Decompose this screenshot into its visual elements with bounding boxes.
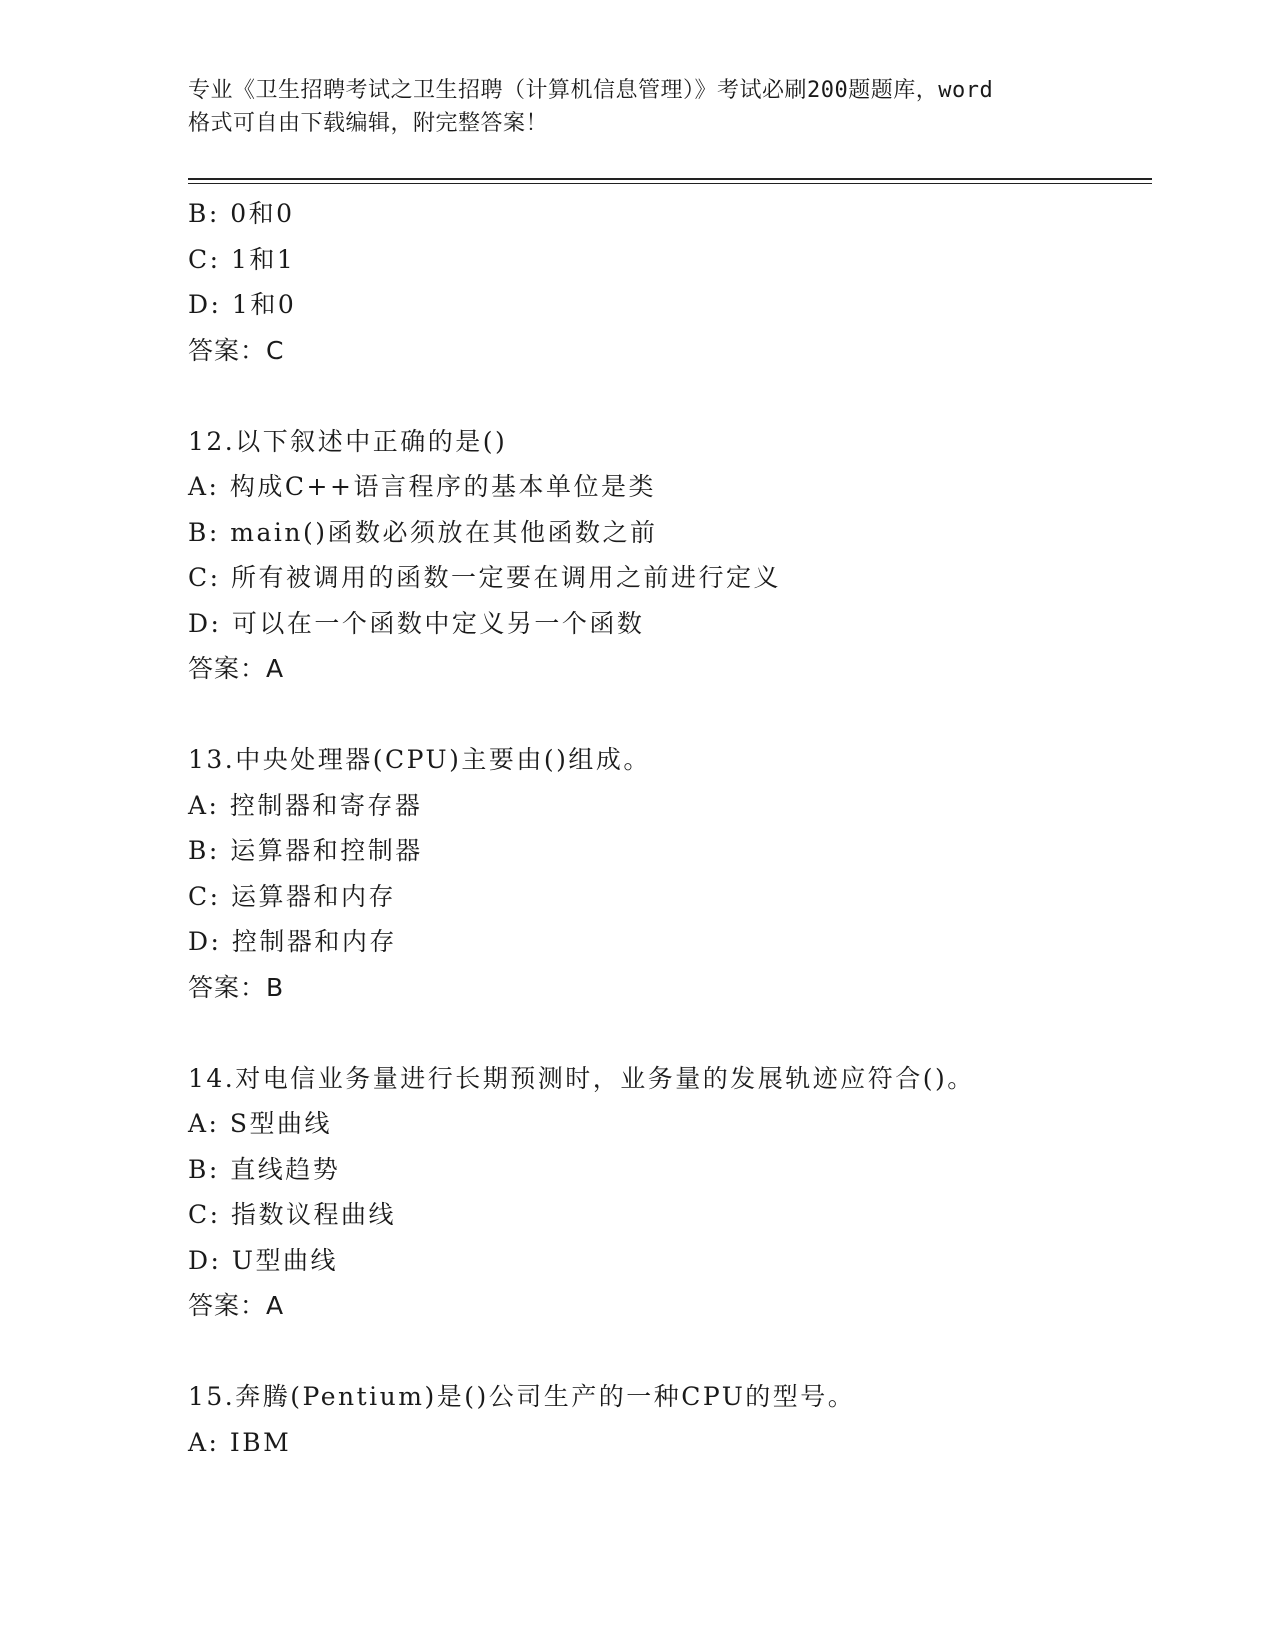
- header-title-line-2: 格式可自由下载编辑，附完整答案！: [188, 111, 549, 136]
- question-list: [188, 191, 1152, 1465]
- question-14: [188, 1056, 1152, 1329]
- option-a: A: IBM: [188, 1427, 292, 1457]
- question-stem: 14.对电信业务量进行长期预测时，业务量的发展轨迹应符合()。: [188, 1063, 975, 1093]
- option-a: A: 构成C++语言程序的基本单位是类: [188, 472, 656, 501]
- option-c: C: 指数议程曲线: [188, 1200, 396, 1229]
- spacer: [188, 1010, 1152, 1056]
- header-divider-thin: [188, 183, 1152, 184]
- question-15: [188, 1374, 1152, 1465]
- option-b: B: 0和0: [188, 199, 295, 228]
- spacer: [188, 1329, 1152, 1375]
- option-a: A: 控制器和寄存器: [188, 790, 423, 820]
- spacer: [188, 373, 1152, 419]
- answer-label: 答案：A: [188, 654, 285, 683]
- question-11-continued: [188, 191, 1152, 373]
- header-title-line-1: 专业《卫生招聘考试之卫生招聘（计算机信息管理）》考试必刷200题题库，word: [188, 78, 994, 103]
- answer-label: 答案：A: [188, 1291, 285, 1320]
- question-stem: 15.奔腾(Pentium)是()公司生产的一种CPU的型号。: [188, 1382, 856, 1411]
- answer-label: 答案：C: [188, 335, 285, 365]
- header-divider-thick: [188, 178, 1152, 180]
- question-13: [188, 737, 1152, 1010]
- option-c: C: 运算器和内存: [188, 881, 396, 911]
- option-b: B: 直线趋势: [188, 1154, 341, 1184]
- question-stem: 13.中央处理器(CPU)主要由()组成。: [188, 745, 651, 774]
- option-d: D: 1和0: [188, 290, 297, 319]
- option-d: D: 可以在一个函数中定义另一个函数: [188, 608, 645, 638]
- option-d: D: 控制器和内存: [188, 927, 397, 956]
- option-c: C: 1和1: [188, 244, 296, 274]
- option-b: B: 运算器和控制器: [188, 836, 423, 865]
- option-b: B: main()函数必须放在其他函数之前: [188, 517, 658, 547]
- option-d: D: U型曲线: [188, 1245, 338, 1275]
- option-c: C: 所有被调用的函数一定要在调用之前进行定义: [188, 563, 781, 592]
- document-header: [188, 74, 1088, 140]
- question-stem: 12.以下叙述中正确的是(): [188, 426, 508, 456]
- answer-label: 答案：B: [188, 972, 285, 1002]
- spacer: [188, 692, 1152, 738]
- option-a: A: S型曲线: [188, 1109, 333, 1138]
- question-12: [188, 419, 1152, 692]
